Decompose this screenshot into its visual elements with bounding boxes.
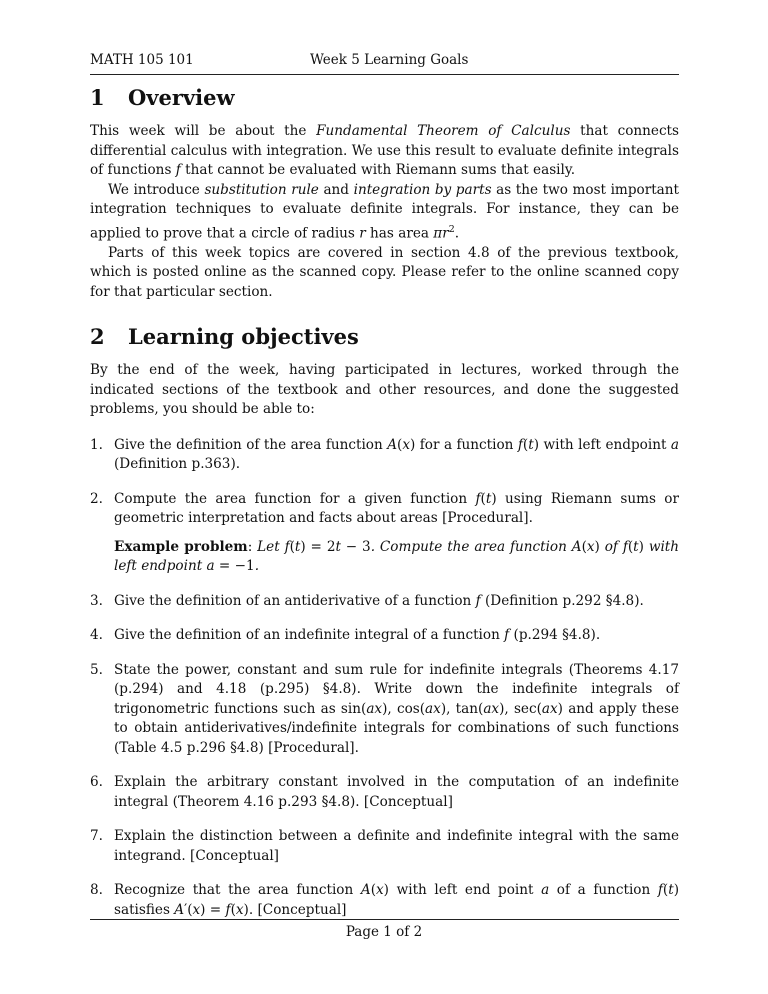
section-heading <box>90 85 679 110</box>
list-item <box>90 626 679 646</box>
list-item-number: 2. <box>90 490 103 507</box>
overview-paragraph-1: This week will be about the Fundamental Theorem of Calculus that connects differential calculus with integration. We use this result to evaluate definite integrals of functions f that cannot be evaluated with Riemann sums that easily. <box>90 123 679 178</box>
list-item-number: 4. <box>90 627 103 644</box>
list-item-text: Give the definition of an indefinite integral of a function f (p.294 §4.8). <box>114 627 601 644</box>
overview-paragraph-3: Parts of this week topics are covered in section 4.8 of the previous textbook, which is posted online as the scanned copy. Please refer to the online scanned copy for that particular section. <box>90 244 679 300</box>
footer-rule <box>90 919 679 920</box>
list-item <box>90 827 679 866</box>
section-title: Learning objectives <box>128 324 359 350</box>
list-item-number: 5. <box>90 661 103 678</box>
section-learning-objectives <box>90 324 679 920</box>
objectives-list <box>90 436 679 921</box>
section-overview <box>90 85 679 302</box>
list-item <box>90 661 679 759</box>
section-number: 2 <box>90 324 105 350</box>
running-header <box>90 52 679 72</box>
list-item-text: Recognize that the area function A(x) with left end point a of a function f(t) satisfies A′(x) = f(x). [Conceptual] <box>114 882 679 918</box>
overview-paragraph-2: We introduce substitution rule and integration by parts as the two most important integration techniques to evaluate definite integrals. For instance, they can be applied to prove that a circle of radius r has area $\pi r^2$. <box>90 181 679 242</box>
main-content <box>90 85 679 935</box>
list-item-text: Compute the area function for a given function f(t) using Riemann sums or geometric interpretation and facts about areas [Procedural]. <box>114 490 679 527</box>
list-item-text: Give the definition of an antiderivative of a function f (Definition p.292 §4.8). <box>114 592 644 609</box>
list-item <box>90 490 679 577</box>
section-title: Overview <box>128 85 235 110</box>
list-item-text: State the power, constant and sum rule for indefinite integrals (Theorems 4.17 (p.294) and 4.18 (p.295) §4.8). Write down the indefinite integrals of trigonometric functions such as sin(ax), cos(ax), tan(ax), sec(ax) and apply these to obtain antiderivatives/indefinite integrals for combinations of such functions (Table 4.5 p.296 §4.8) [Procedural]. <box>114 661 680 756</box>
objectives-intro: By the end of the week, having participated in lectures, worked through the indicated sections of the textbook and other resources, and done the suggested problems, you should be able to: <box>90 362 679 418</box>
header-title: Week 5 Learning Goals <box>310 52 469 68</box>
list-item-number: 7. <box>90 828 103 845</box>
list-item-number: 3. <box>90 592 103 609</box>
list-item-number: 1. <box>90 436 103 453</box>
list-item <box>90 773 679 812</box>
list-item-number: 6. <box>90 774 103 791</box>
example-body: : Let f(t) = 2t − 3. Compute the area function A(x) of f(t) with left endpoint a = −1. <box>114 538 680 575</box>
example-label: Example problem <box>114 538 248 555</box>
section-number: 1 <box>90 85 105 110</box>
list-item <box>90 436 679 475</box>
course-code: MATH 105 101 <box>90 52 194 68</box>
section-heading <box>90 324 679 349</box>
list-item-number: 8. <box>90 882 103 899</box>
list-item <box>90 881 679 920</box>
list-item-text: Explain the arbitrary constant involved in the computation of an indefinite integral (Theorem 4.16 p.293 §4.8). [Conceptual] <box>114 774 679 810</box>
header-rule <box>90 74 679 75</box>
example-problem <box>114 538 679 577</box>
list-item-text: Give the definition of the area function A(x) for a function f(t) with left endpoint a (Definition p.363). <box>114 436 679 473</box>
page-number: Page 1 of 2 <box>345 924 423 940</box>
list-item <box>90 592 679 612</box>
list-item-text: Explain the distinction between a definite and indefinite integral with the same integrand. [Conceptual] <box>114 828 679 864</box>
